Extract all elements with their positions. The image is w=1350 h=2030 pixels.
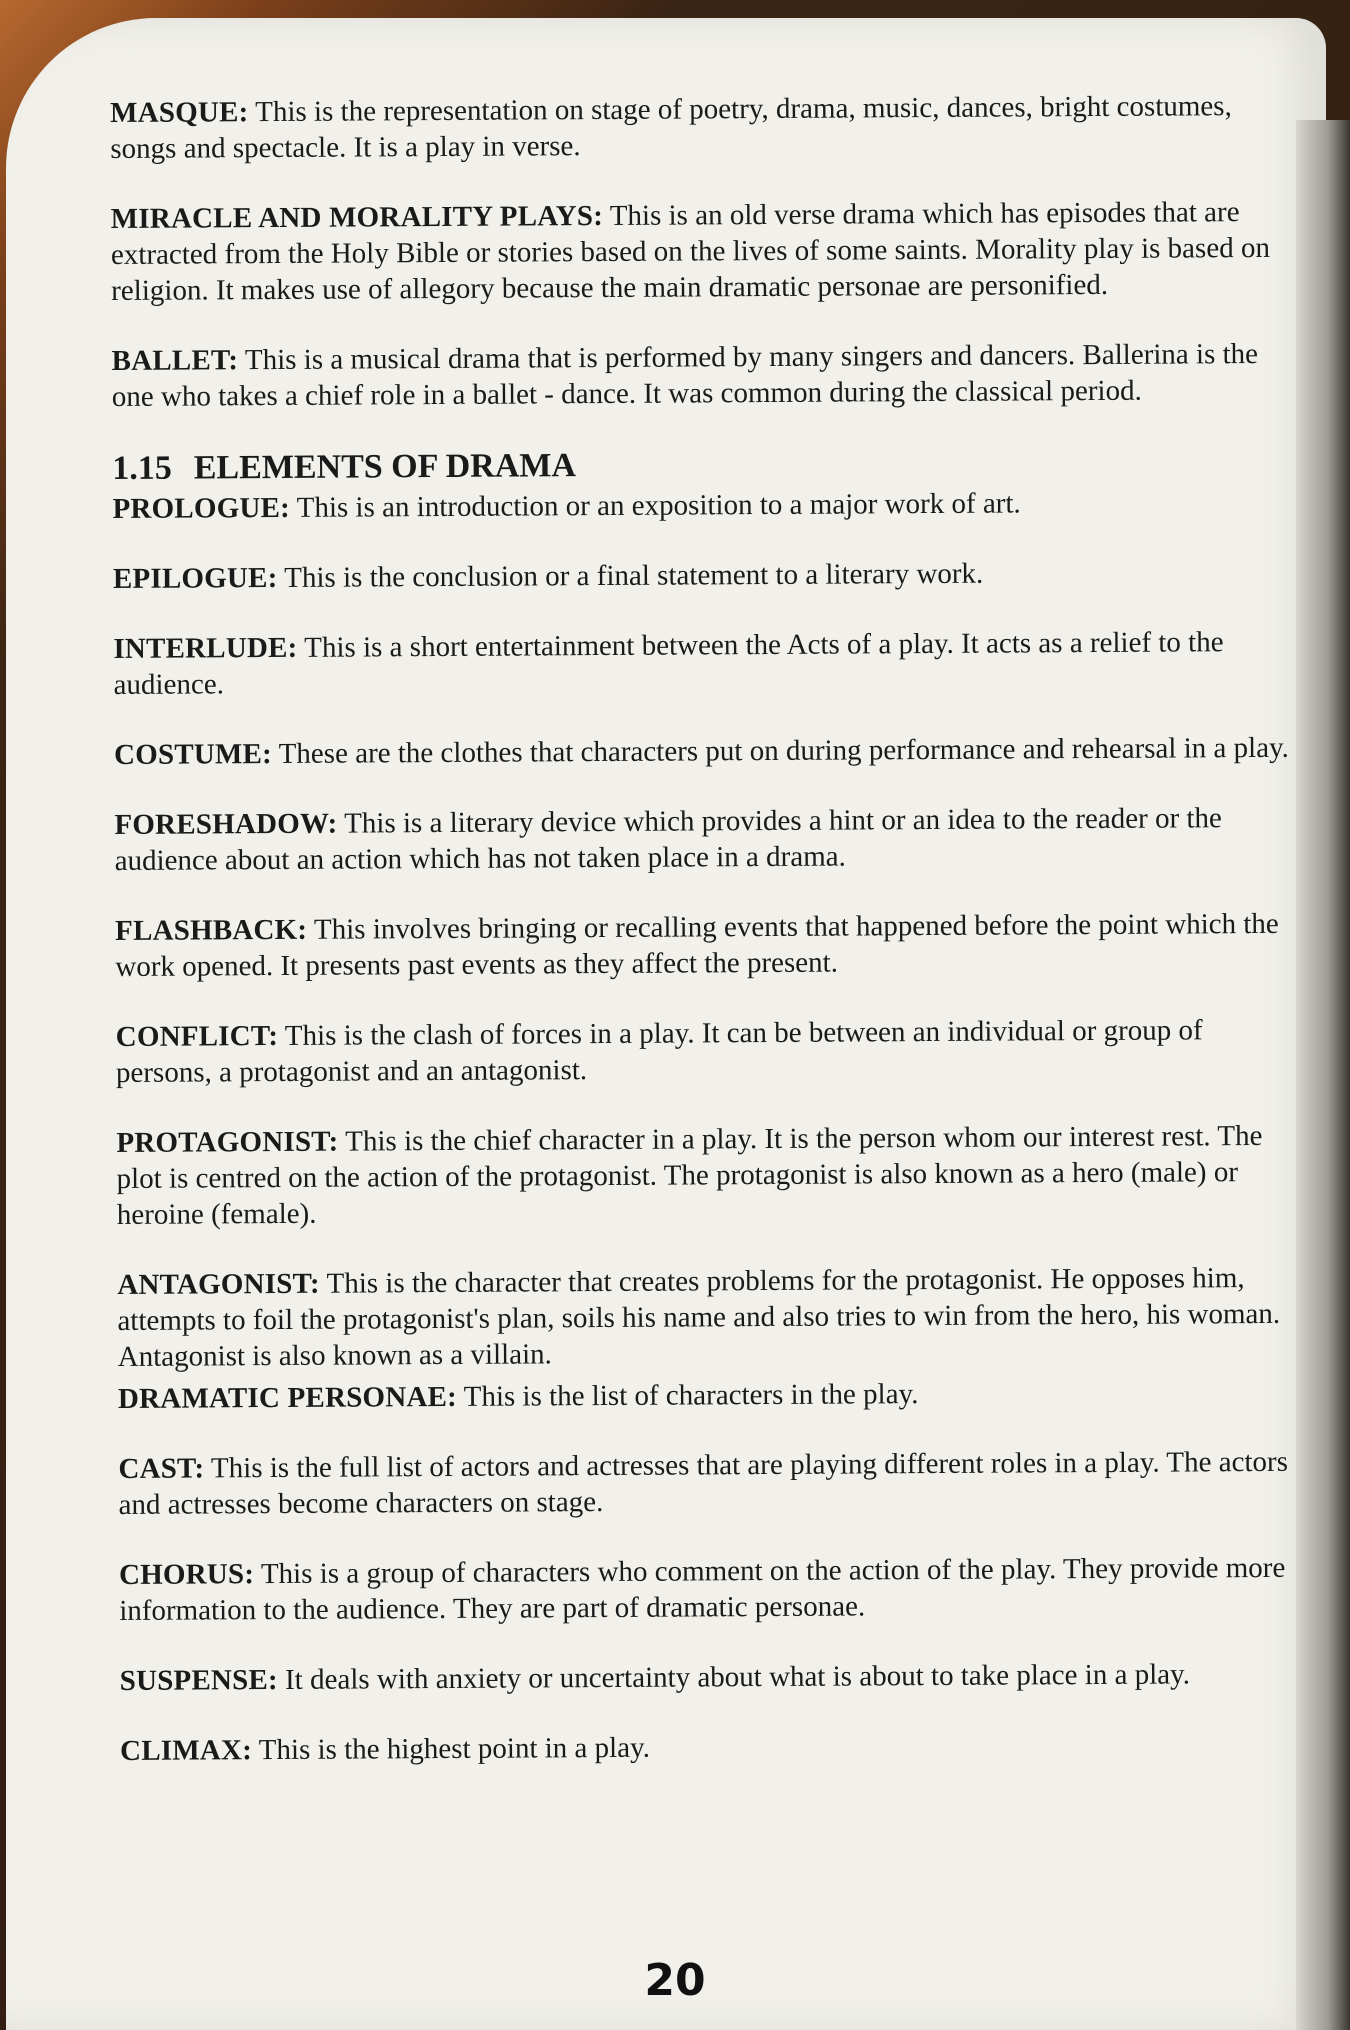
definition: This is the representation on stage of poetry, drama, music, dances, bright costumes, songs and spectacle. It is a play in verse.: [110, 90, 1232, 165]
term: CAST:: [118, 1452, 205, 1485]
entry-dramatic-personae: [118, 1374, 1298, 1417]
page-content: [110, 88, 1300, 1803]
entry-flashback: [115, 906, 1295, 985]
term: EPILOGUE:: [112, 561, 278, 595]
term: DRAMATIC PERSONAE:: [117, 1380, 458, 1415]
page-number: 20: [644, 1955, 706, 2006]
section-number: 1.15: [112, 449, 172, 487]
definition: This is the list of characters in the play.: [463, 1378, 919, 1413]
section-title: ELEMENTS OF DRAMA: [193, 447, 577, 487]
term: BALLET:: [111, 344, 239, 377]
entry-ballet: [112, 336, 1292, 415]
definition: This is the conclusion or a final statement to a literary work.: [284, 557, 984, 594]
definition: This is the chief character in a play. It is the person whom our interest rest. The plot is centred on the action of the protagonist. The protagonist is also known as a hero (male) or heroine (female).: [116, 1119, 1263, 1231]
term: INTERLUDE:: [113, 631, 298, 665]
definition: This is an old verse drama which has episodes that are extracted from the Holy Bible or stories based on the lives of some saints. Morality play is based on religion. It makes use of allegory because the main dramatic personae are personified.: [110, 196, 1271, 307]
entry-epilogue: [113, 554, 1293, 597]
entry-protagonist: [116, 1118, 1297, 1233]
term: PROLOGUE:: [112, 491, 291, 525]
entry-interlude: [113, 624, 1293, 703]
definition: This is the character that creates problems for the protagonist. He opposes him, attempts to foil the protagonist's plan, soils his name and also tries to win from the hero, his woman. Antagonist is also known as a villain.: [117, 1262, 1281, 1373]
definition: This is an introduction or an exposition to a major work of art.: [296, 487, 1021, 524]
definition: This is the full list of actors and actresses that are playing different roles in a play. The actors and actresses become characters on stage.: [118, 1445, 1289, 1521]
definition: This is a musical drama that is performed by many singers and dancers. Ballerina is the one who takes a chief role in a ballet - dance. It was common during the classical period.: [111, 337, 1259, 413]
entry-climax: [120, 1726, 1300, 1769]
term: MASQUE:: [110, 96, 249, 129]
definition: It deals with anxiety or uncertainty about what is about to take place in a play.: [284, 1658, 1191, 1696]
definition: These are the clothes that characters put on during performance and rehearsal in a play.: [278, 731, 1289, 770]
term: FORESHADOW:: [114, 807, 338, 841]
term: CONFLICT:: [115, 1019, 279, 1053]
page-edge: [1296, 120, 1350, 2030]
entry-suspense: [120, 1656, 1300, 1699]
entry-costume: [114, 730, 1294, 773]
definition: This is the highest point in a play.: [258, 1731, 651, 1767]
definition: This is a group of characters who comment on the action of the play. They provide more information to the audience. They are part of dramatic personae.: [119, 1551, 1286, 1627]
term: SUSPENSE:: [119, 1664, 278, 1697]
term: CLIMAX:: [120, 1734, 253, 1767]
entry-masque: [110, 88, 1290, 167]
entry-miracle-morality: [111, 194, 1292, 309]
entry-cast: [118, 1444, 1298, 1523]
definition: This is the clash of forces in a play. It can be between an individual or group of persons, a protagonist and an antagonist.: [115, 1014, 1203, 1089]
entry-foreshadow: [114, 800, 1294, 879]
definition: This is a literary device which provides a hint or an idea to the reader or the audience about an action which has not taken place in a drama.: [114, 802, 1222, 877]
term: ANTAGONIST:: [117, 1267, 320, 1301]
entry-antagonist: [117, 1260, 1298, 1375]
term: CHORUS:: [118, 1558, 255, 1591]
term: FLASHBACK:: [115, 913, 308, 947]
definition: This is a short entertainment between the Acts of a play. It acts as a relief to the audience.: [113, 626, 1224, 701]
term: MIRACLE AND MORALITY PLAYS:: [110, 199, 604, 235]
section-heading: [112, 442, 1292, 489]
entry-conflict: [116, 1012, 1296, 1091]
definition: This involves bringing or recalling events that happened before the point which the work opened. It presents past events as they affect the present.: [115, 907, 1279, 983]
entry-prologue: [112, 484, 1292, 527]
term: COSTUME:: [113, 738, 273, 771]
term: PROTAGONIST:: [116, 1125, 339, 1159]
entry-chorus: [119, 1550, 1299, 1629]
